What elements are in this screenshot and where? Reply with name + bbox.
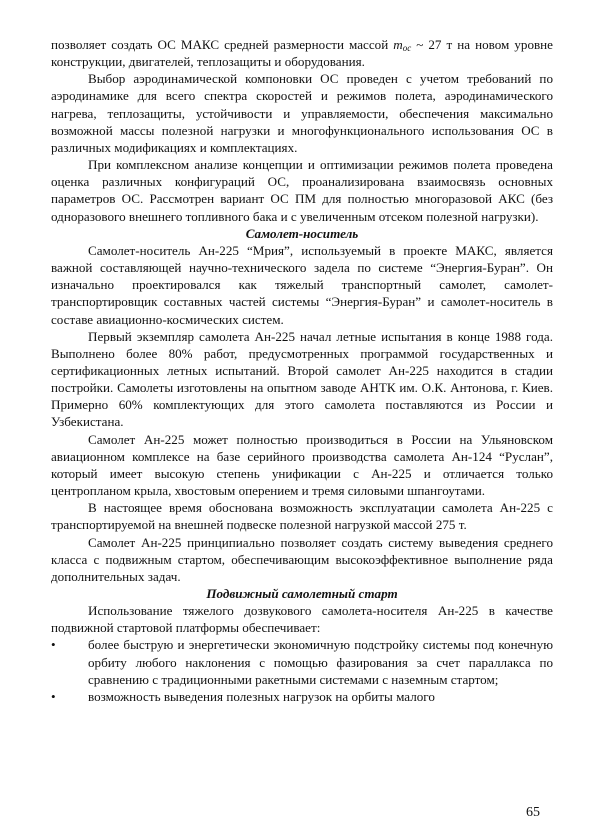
list-item: • более быструю и энергетически экономичную подстройку системы под конечную орбиту любого наклонения с помощью фазирования за счет параллакса по сравнению с традиционными ракетными системами с наземным стартом; [51, 637, 553, 687]
paragraph-launch-system: Самолет Ан-225 принципиально позволяет создать систему выведения среднего класса с подвижным стартом, обеспечивающим высокоэффективное выполнение ряда дополнительных задач. [51, 534, 553, 584]
page-number: 65 [526, 805, 540, 820]
paragraph-config-analysis: При комплексном анализе концепции и оптимизации режимов полета проведена оценка различных конфигураций ОС, проанализирована взаимосвязь основных параметров ОС. Рассмотрен вариант ОС ПМ для полностью многоразовой АКС (без одноразового внешнего топливного бака и с увеличенным отсеком полезной нагрузки). [51, 157, 553, 224]
bullet-icon: • [51, 688, 56, 704]
section-heading-carrier-aircraft: Самолет-носитель [245, 225, 359, 241]
paragraph-mobile-launch-intro: Использование тяжелого дозвукового самолета-носителя Ан-225 в качестве подвижной стартовой платформы обеспечивает: [51, 603, 553, 636]
intro-rest-text: ~ 27 т на новом уровне конструкции, двигателей, теплозащиты и оборудования. [51, 37, 553, 70]
paragraph-aero-layout: Выбор аэродинамической компоновки ОС проведен с учетом требований по аэродинамике для всего спектра скоростей и режимов полета, аэродинамического нагрева, теплозащиты, устойчивости и управляемости, обеспечения максимально возможной массы полезной нагрузки и многофункционального использования ОС в различных модификациях и комплектациях. [51, 71, 553, 155]
paragraph-external-payload: В настоящее время обоснована возможность эксплуатации самолета Ан-225 с транспортируемой на внешней подвеске полезной нагрузкой массой 275 т. [51, 500, 553, 533]
bullet-icon: • [51, 637, 56, 653]
page-body [51, 36, 553, 705]
paragraph-flight-tests: Первый экземпляр самолета Ан-225 начал летные испытания в конце 1988 года. Выполнено более 80% работ, предусмотренных программой государственных и сертификационных летных испытаний. Второй самолет Ан-225 находится в стадии постройки. Самолеты изготовлены на опытном заводе АНТК им. О.К. Антонова, г. Киев. Примерно 60% комплектующих для этого самолета поставляются из России и Узбекистана. [51, 328, 553, 430]
paragraph-an225-mriya: Самолет-носитель Ан-225 “Мрия”, используемый в проекте МАКС, является важной составляющей научно-технического задела по системе “Энергия-Буран”. Он изначально проектировался как тяжелый транспортный самолет, самолет-транспортировщик составных частей системы “Энергия-Буран” и самолет-носитель в составе авиационно-космических систем. [51, 242, 553, 327]
section-heading-mobile-launch: Подвижный самолетный старт [206, 586, 398, 601]
paragraph-production: Самолет Ан-225 может полностью производиться в России на Ульяновском авиационном комплексе на базе серийного производства самолета Ан-124 “Руслан”, который имеет высокую степень унификации с Ан-225 и отличается только центропланом крыла, хвостовым оперением и тремя силовыми шпангоутами. [51, 431, 553, 499]
mass-variable-subscript: ос [402, 43, 412, 53]
list-item: • возможность выведения полезных нагрузок на орбиты малого [51, 688, 435, 704]
intro-paragraph [51, 36, 553, 70]
intro-lead-text: позволяет создать ОС МАКС средней размерности массой [51, 37, 394, 52]
mass-variable: $m_{ос}$ [393, 37, 412, 53]
